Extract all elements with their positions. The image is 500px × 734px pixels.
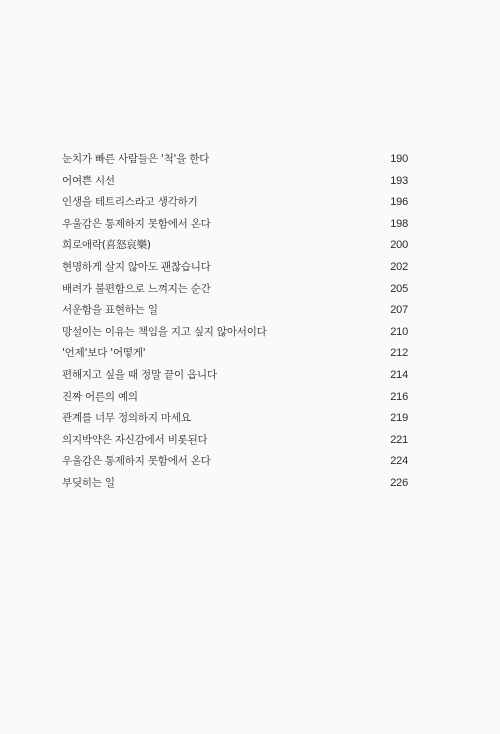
toc-entry-title: '언제'보다 '어떻게' bbox=[62, 347, 146, 360]
toc-entry-title: 어여쁜 시선 bbox=[62, 174, 115, 187]
toc-entry-title: 배려가 불편함으로 느껴지는 순간 bbox=[62, 282, 211, 295]
toc-entry bbox=[62, 192, 408, 214]
toc-entry-page: 198 bbox=[390, 217, 408, 230]
toc-entry-title: 편해지고 싶을 때 정말 끝이 옵니다 bbox=[62, 368, 217, 381]
toc-entry-title: 눈치가 빠른 사람들은 '척'을 한다 bbox=[62, 153, 210, 165]
toc-entry bbox=[62, 171, 408, 193]
toc-entry-page: 212 bbox=[390, 347, 408, 360]
toc-entry bbox=[62, 149, 408, 171]
toc-entry-title: 우울감은 통제하지 못함에서 온다 bbox=[62, 217, 211, 230]
toc-entry-title: 진짜 어른의 예의 bbox=[62, 390, 138, 403]
toc-entry-page: 202 bbox=[390, 260, 408, 273]
toc-entry bbox=[62, 387, 408, 409]
toc-entry bbox=[62, 235, 408, 257]
toc-entry-title: 망설이는 이유는 책임을 지고 싶지 않아서이다 bbox=[62, 325, 267, 338]
toc-entry bbox=[62, 214, 408, 236]
toc-entry-page: 190 bbox=[390, 153, 408, 165]
toc-entry bbox=[62, 473, 408, 495]
toc-entry bbox=[62, 408, 408, 430]
toc-entry-page: 200 bbox=[390, 239, 408, 252]
toc-entry-page: 224 bbox=[390, 455, 408, 468]
toc-entry-page: 196 bbox=[390, 196, 408, 209]
toc-entry-title: 우울감은 통제하지 못함에서 온다 bbox=[62, 455, 211, 468]
toc-entry-page: 205 bbox=[390, 282, 408, 295]
toc-entry-page: 207 bbox=[390, 304, 408, 317]
toc-entry-title: 희로애락(喜怒哀樂) bbox=[62, 239, 151, 252]
toc-entry bbox=[62, 430, 408, 452]
toc-entry-page: 219 bbox=[390, 412, 408, 425]
toc-entry-page: 193 bbox=[390, 174, 408, 187]
toc-entry-title: 의지박약은 자신감에서 비롯된다 bbox=[62, 433, 208, 446]
toc-entry-title: 서운함을 표현하는 일 bbox=[62, 304, 158, 317]
toc-entry-title: 부딪히는 일 bbox=[62, 476, 115, 489]
toc-entry-title: 인생을 테트리스라고 생각하기 bbox=[62, 196, 198, 209]
toc-entry bbox=[62, 322, 408, 344]
toc-entry bbox=[62, 279, 408, 301]
toc-entry bbox=[62, 343, 408, 365]
toc-entry-page: 226 bbox=[390, 476, 408, 489]
toc-entry-page: 216 bbox=[390, 390, 408, 403]
toc-entry-page: 210 bbox=[390, 325, 408, 338]
toc-entry-page: 214 bbox=[390, 368, 408, 381]
table-of-contents bbox=[62, 149, 408, 495]
toc-entry-page: 221 bbox=[390, 433, 408, 446]
toc-entry bbox=[62, 300, 408, 322]
toc-entry bbox=[62, 365, 408, 387]
toc-entry-title: 현명하게 살지 않아도 괜찮습니다 bbox=[62, 260, 211, 273]
toc-entry bbox=[62, 257, 408, 279]
toc-entry-title: 관계를 너무 정의하지 마세요 bbox=[62, 412, 191, 425]
toc-entry bbox=[62, 451, 408, 473]
